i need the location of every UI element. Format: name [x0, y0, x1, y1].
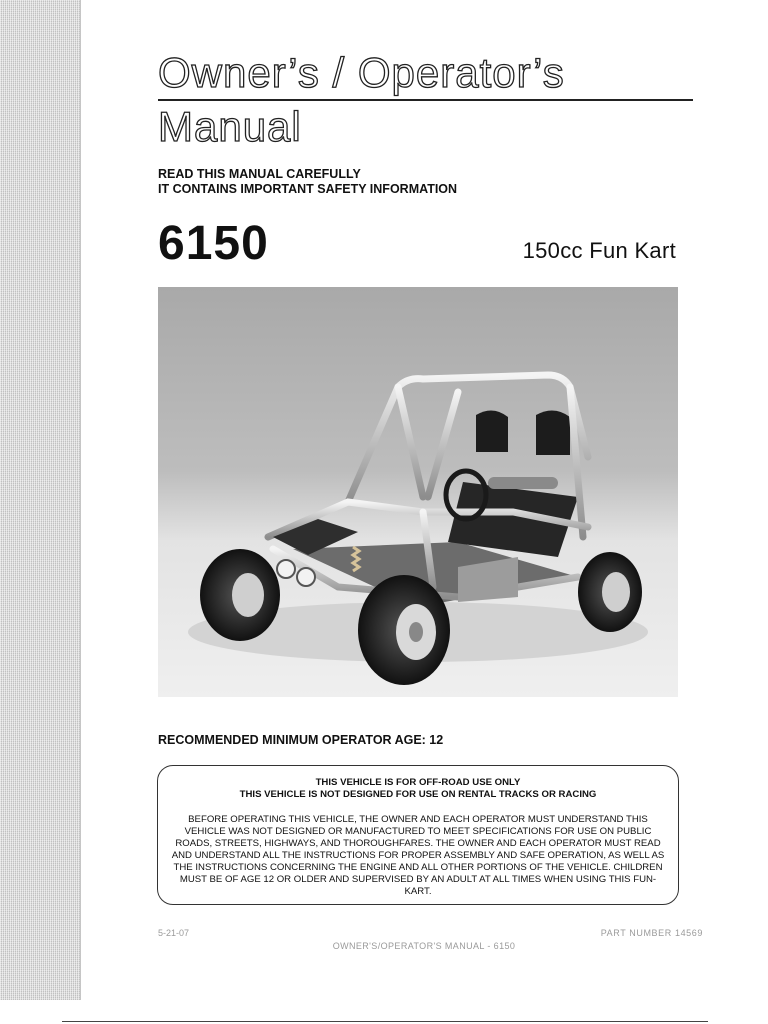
notice-racing-line: THIS VEHICLE IS NOT DESIGNED FOR USE ON RENTAL TRACKS OR RACING — [239, 789, 597, 800]
safety-heading-line-2: IT CONTAINS IMPORTANT SAFETY INFORMATION — [158, 182, 458, 196]
footer-date: 5-21-07 — [158, 928, 190, 938]
safety-heading-line-1: READ THIS MANUAL CAREFULLY — [158, 167, 361, 181]
model-number: 6150 — [158, 217, 269, 270]
bottom-rule — [62, 1021, 708, 1022]
footer-manual-title: OWNER'S/OPERATOR'S MANUAL - 6150 — [332, 941, 516, 951]
notice-box — [157, 765, 679, 905]
safety-heading — [158, 167, 457, 197]
fun-kart-illustration — [158, 287, 678, 697]
title-rule — [158, 99, 693, 101]
notice-body-text: BEFORE OPERATING THIS VEHICLE, THE OWNER AND EACH OPERATOR MUST UNDERSTAND THIS VEHICLE WAS NOT DESIGNED OR MANUFACTURED TO MEET SPECIFICATIONS FOR USE ON PUBLIC ROADS, STREETS, HIGHWAYS, AND THOROUGHFARES. THE OWNER AND EACH OPERATOR MUST READ AND UNDERSTAND ALL THE INSTRUCTIONS FOR PROPER ASSEMBLY AND SAFE OPERATION, AS WELL AS THE INSTRUCTIONS CONCERNING THE ENGINE AND ALL OTHER PORTIONS OF THE VEHICLE. CHILDREN MUST BE OF AGE 12 OR OLDER AND SUPERVISED BY AN ADULT AT ALL TIMES WHEN USING THIS FUN-KART. — [171, 814, 665, 897]
minimum-age-note: RECOMMENDED MINIMUM OPERATOR AGE: 12 — [158, 733, 444, 747]
fun-kart-photo — [158, 287, 678, 697]
manual-title-line-2: Manual — [158, 103, 302, 150]
page-spine-texture — [0, 0, 81, 1000]
footer-part-number: PART NUMBER 14569 — [600, 928, 703, 938]
notice-offroad-line: THIS VEHICLE IS FOR OFF-ROAD USE ONLY — [315, 777, 521, 788]
product-subtitle: 150cc Fun Kart — [522, 238, 676, 263]
manual-title-line-1: Owner’s / Operator’s — [158, 49, 565, 96]
